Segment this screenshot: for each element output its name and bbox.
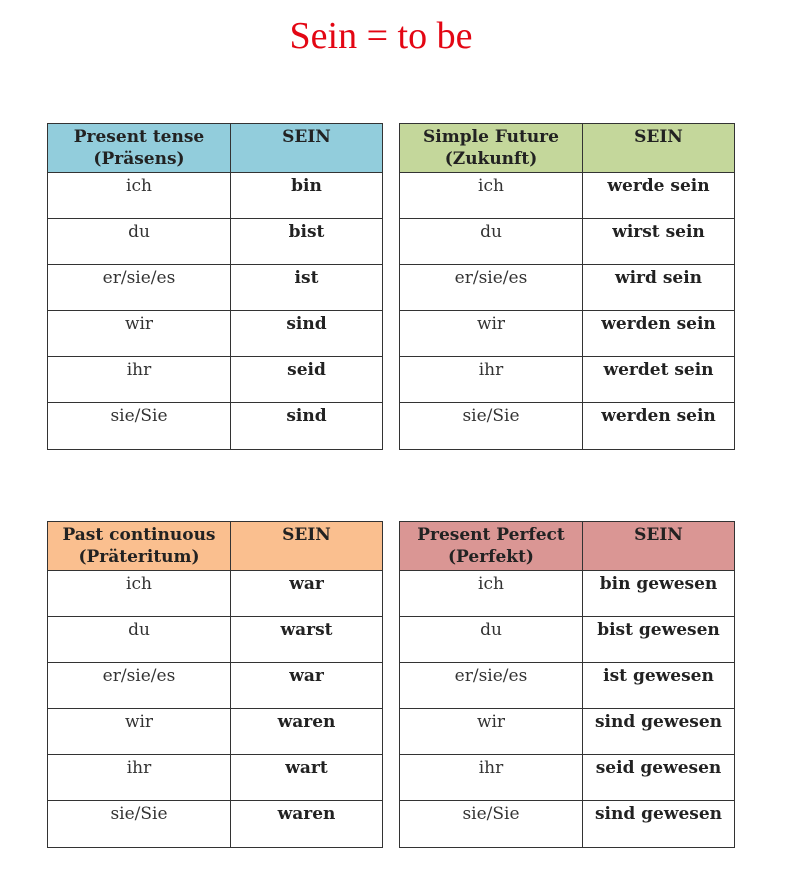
verb-form-cell: werden sein	[583, 311, 735, 357]
table-row	[48, 617, 383, 663]
table-header-row	[400, 124, 735, 173]
table-row	[400, 617, 735, 663]
table-row	[400, 663, 735, 709]
verb-form-cell: werden sein	[583, 403, 735, 450]
verb-form-cell: ist	[231, 265, 383, 311]
tense-german-name: (Zukunft)	[444, 149, 538, 169]
table-row	[400, 219, 735, 265]
verb-form-cell: waren	[231, 801, 383, 848]
verb-form-cell: wart	[231, 755, 383, 801]
page-title: Sein = to be	[289, 15, 473, 57]
table-row	[48, 403, 383, 450]
table-header-row	[48, 522, 383, 571]
verb-form-cell: seid gewesen	[583, 755, 735, 801]
verb-form-cell: sind gewesen	[583, 709, 735, 755]
pronoun-cell: wir	[48, 311, 231, 357]
pronoun-cell: er/sie/es	[400, 663, 583, 709]
verb-form-cell: sind	[231, 311, 383, 357]
verb-form-cell: war	[231, 571, 383, 617]
verb-form-cell: werde sein	[583, 173, 735, 219]
table-row	[48, 663, 383, 709]
pronoun-cell: sie/Sie	[48, 801, 231, 848]
table-row	[400, 357, 735, 403]
table-row	[48, 571, 383, 617]
table-header-row	[400, 522, 735, 571]
verb-form-cell: werdet sein	[583, 357, 735, 403]
verb-form-cell: warst	[231, 617, 383, 663]
verb-header-cell: SEIN	[583, 522, 735, 571]
tense-name: Present tense	[73, 127, 205, 147]
verb-form-cell: sind	[231, 403, 383, 450]
tense-german-name: (Präteritum)	[78, 547, 200, 567]
table-row	[400, 801, 735, 848]
pronoun-cell: du	[400, 219, 583, 265]
table-row	[400, 571, 735, 617]
pronoun-cell: ich	[48, 571, 231, 617]
pronoun-cell: sie/Sie	[48, 403, 231, 450]
tense-name: Simple Future	[423, 127, 559, 147]
pronoun-cell: ihr	[400, 755, 583, 801]
table-row	[48, 801, 383, 848]
pronoun-cell: ihr	[400, 357, 583, 403]
pronoun-cell: ihr	[48, 755, 231, 801]
pronoun-cell: sie/Sie	[400, 801, 583, 848]
pronoun-cell: er/sie/es	[400, 265, 583, 311]
pronoun-cell: ihr	[48, 357, 231, 403]
past-continuous-table	[47, 521, 383, 848]
table-row	[400, 403, 735, 450]
verb-form-cell: bist gewesen	[583, 617, 735, 663]
pronoun-cell: ich	[400, 571, 583, 617]
tense-header-cell	[48, 522, 231, 571]
verb-form-cell: bin	[231, 173, 383, 219]
present-tense-table	[47, 123, 383, 450]
tense-header-cell	[400, 522, 583, 571]
verb-header-cell: SEIN	[231, 522, 383, 571]
tense-header-cell	[400, 124, 583, 173]
simple-future-table	[399, 123, 735, 450]
pronoun-cell: du	[400, 617, 583, 663]
verb-form-cell: wird sein	[583, 265, 735, 311]
table-header-row	[48, 124, 383, 173]
verb-form-cell: war	[231, 663, 383, 709]
pronoun-cell: du	[48, 617, 231, 663]
verb-header-cell: SEIN	[583, 124, 735, 173]
pronoun-cell: ich	[400, 173, 583, 219]
table-row	[400, 265, 735, 311]
verb-form-cell: wirst sein	[583, 219, 735, 265]
verb-form-cell: seid	[231, 357, 383, 403]
table-row	[48, 755, 383, 801]
pronoun-cell: ich	[48, 173, 231, 219]
tense-german-name: (Präsens)	[93, 149, 185, 169]
table-row	[400, 311, 735, 357]
pronoun-cell: er/sie/es	[48, 265, 231, 311]
tense-german-name: (Perfekt)	[448, 547, 534, 567]
table-row	[48, 311, 383, 357]
verb-form-cell: waren	[231, 709, 383, 755]
pronoun-cell: sie/Sie	[400, 403, 583, 450]
verb-form-cell: ist gewesen	[583, 663, 735, 709]
verb-form-cell: bin gewesen	[583, 571, 735, 617]
verb-header-cell: SEIN	[231, 124, 383, 173]
verb-form-cell: bist	[231, 219, 383, 265]
pronoun-cell: wir	[400, 709, 583, 755]
table-row	[48, 265, 383, 311]
pronoun-cell: du	[48, 219, 231, 265]
present-perfect-table	[399, 521, 735, 848]
table-row	[48, 173, 383, 219]
tense-name: Past continuous	[62, 525, 216, 545]
tense-name: Present Perfect	[417, 525, 565, 545]
pronoun-cell: wir	[48, 709, 231, 755]
pronoun-cell: er/sie/es	[48, 663, 231, 709]
table-row	[400, 173, 735, 219]
table-row	[48, 357, 383, 403]
table-row	[400, 709, 735, 755]
verb-form-cell: sind gewesen	[583, 801, 735, 848]
table-row	[48, 219, 383, 265]
pronoun-cell: wir	[400, 311, 583, 357]
tense-header-cell	[48, 124, 231, 173]
table-row	[48, 709, 383, 755]
table-row	[400, 755, 735, 801]
